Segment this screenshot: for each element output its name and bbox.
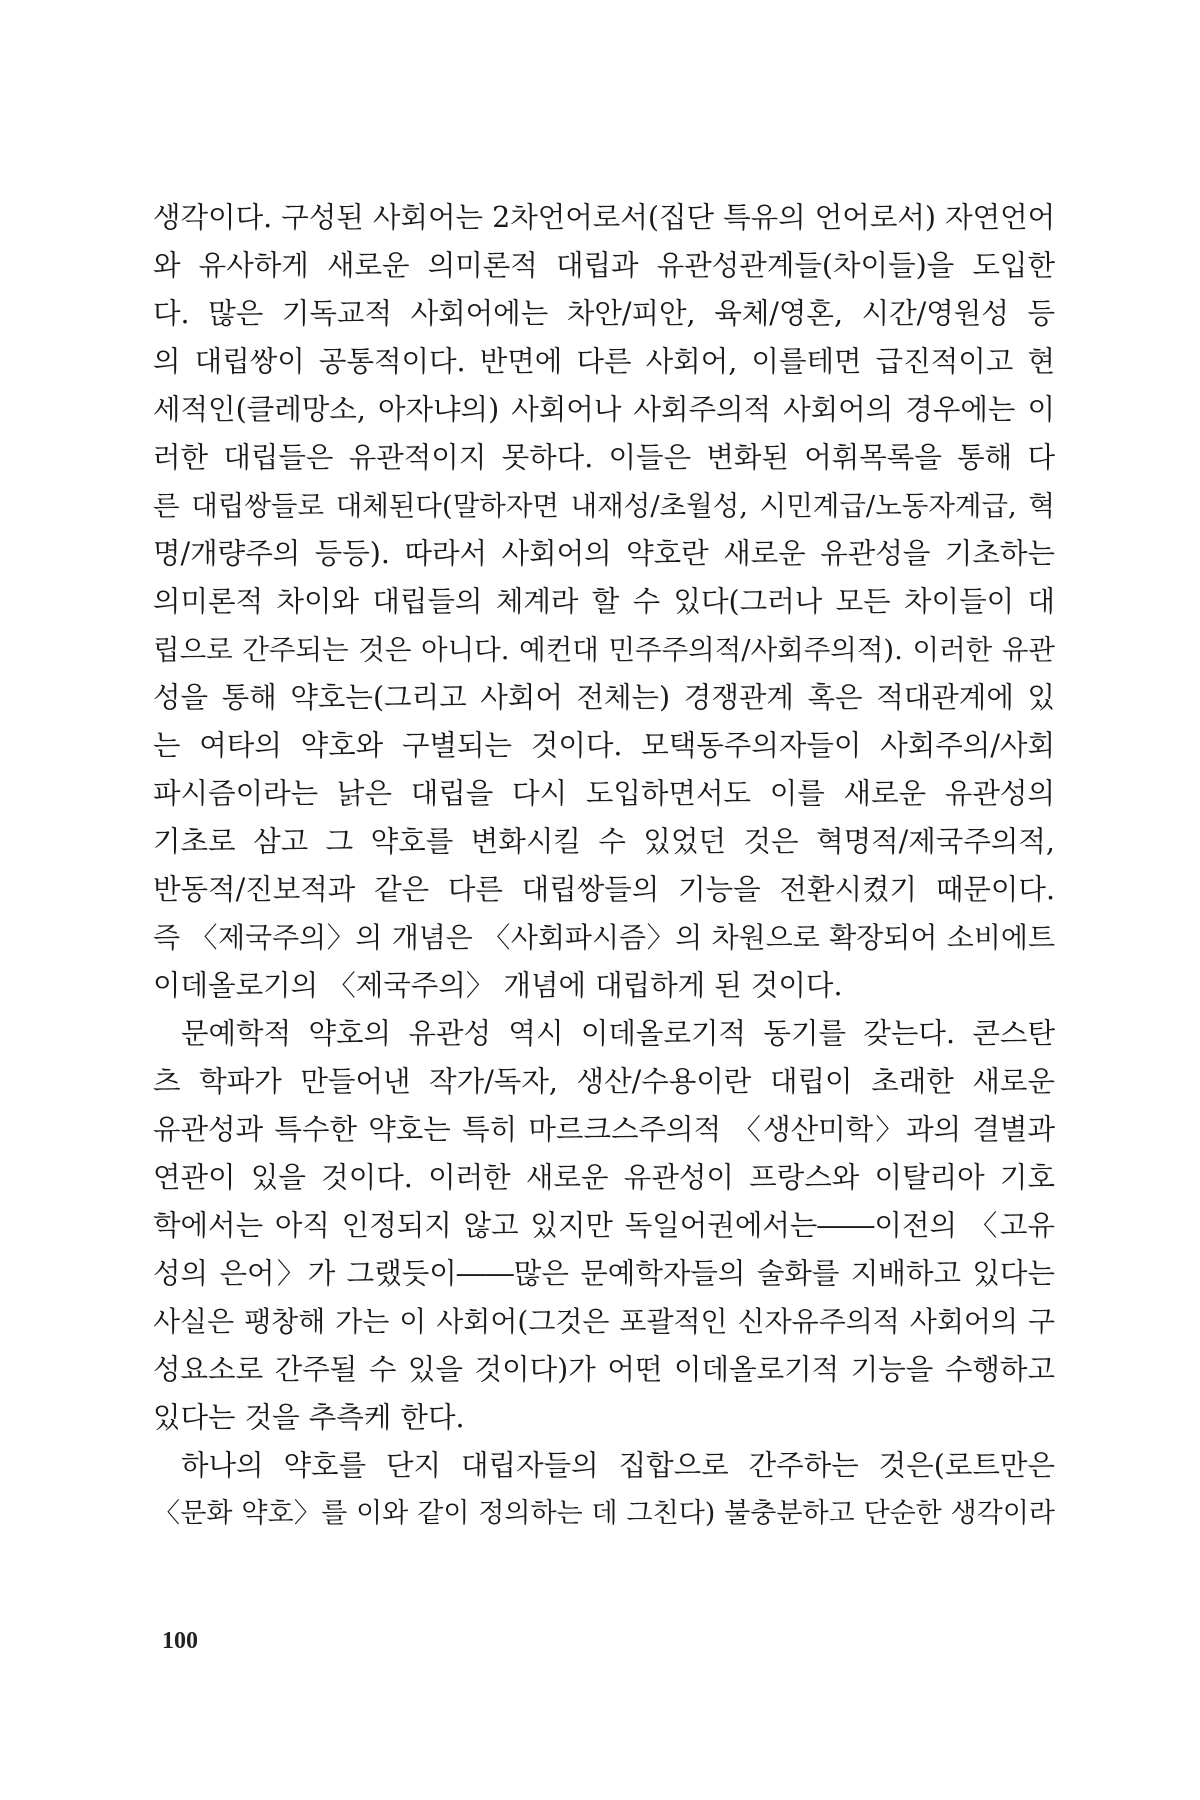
text-line: 하나의 약호를 단지 대립자들의 집합으로 간주하는 것은(로트만은 — [181, 1449, 1055, 1482]
text-line: 는 여타의 약호와 구별되는 것이다. 모택동주의자들이 사회주의/사회 — [153, 729, 1055, 762]
page-number: 100 — [162, 1628, 198, 1654]
text-line: 기초로 삼고 그 약호를 변화시킬 수 있었던 것은 혁명적/제국주의적, — [153, 825, 1055, 858]
text-line: 립으로 간주되는 것은 아니다. 예컨대 민주주의적/사회주의적). 이러한 유관 — [153, 634, 1055, 666]
text-line: 연관이 있을 것이다. 이러한 새로운 유관성이 프랑스와 이탈리아 기호 — [153, 1161, 1055, 1194]
text-line: 와 유사하게 새로운 의미론적 대립과 유관성관계들(차이들)을 도입한 — [153, 249, 1055, 282]
text-line: 사실은 팽창해 가는 이 사회어(그것은 포괄적인 신자유주의적 사회어의 구 — [153, 1305, 1055, 1338]
text-line: 파시즘이라는 낡은 대립을 다시 도입하면서도 이를 새로운 유관성의 — [153, 777, 1055, 810]
text-line: 다. 많은 기독교적 사회어에는 차안/피안, 육체/영혼, 시간/영원성 등 — [153, 297, 1055, 330]
text-line: 성요소로 간주될 수 있을 것이다)가 어떤 이데올로기적 기능을 수행하고 — [153, 1353, 1055, 1386]
text-line: 성을 통해 약호는(그리고 사회어 전체는) 경쟁관계 혹은 적대관계에 있 — [153, 681, 1055, 714]
text-line: 학에서는 아직 인정되지 않고 있지만 독일어권에서는――이전의 〈고유 — [153, 1209, 1055, 1242]
text-line: 러한 대립들은 유관적이지 못하다. 이들은 변화된 어휘목록을 통해 다 — [153, 441, 1055, 474]
text-line: 츠 학파가 만들어낸 작가/독자, 생산/수용이란 대립이 초래한 새로운 — [153, 1065, 1055, 1098]
text-line: 세적인(클레망소, 아자냐의) 사회어나 사회주의적 사회어의 경우에는 이 — [153, 393, 1055, 426]
text-line: 있다는 것을 추측케 한다. — [153, 1401, 465, 1434]
text-line: 이데올로기의 〈제국주의〉 개념에 대립하게 된 것이다. — [153, 969, 843, 1002]
text-line: 즉 〈제국주의〉의 개념은 〈사회파시즘〉의 차원으로 확장되어 소비에트 — [153, 921, 1055, 954]
text-line: 성의 은어〉가 그랬듯이――많은 문예학자들의 술화를 지배하고 있다는 — [153, 1257, 1055, 1290]
text-line: 문예학적 약호의 유관성 역시 이데올로기적 동기를 갖는다. 콘스탄 — [181, 1017, 1055, 1050]
text-line: 의미론적 차이와 대립들의 체계라 할 수 있다(그러나 모든 차이들이 대 — [153, 585, 1055, 618]
text-line: 명/개량주의 등등). 따라서 사회어의 약호란 새로운 유관성을 기초하는 — [153, 537, 1055, 570]
text-line: 른 대립쌍들로 대체된다(말하자면 내재성/초월성, 시민계급/노동자계급, 혁 — [153, 490, 1055, 522]
text-line: 의 대립쌍이 공통적이다. 반면에 다른 사회어, 이를테면 급진적이고 현 — [153, 345, 1055, 378]
text-line: 〈문화 약호〉를 이와 같이 정의하는 데 그친다) 불충분하고 단순한 생각이라 — [153, 1498, 1055, 1529]
body-text — [153, 194, 1055, 1538]
text-line: 유관성과 특수한 약호는 특히 마르크스주의적 〈생산미학〉과의 결별과 — [153, 1113, 1055, 1146]
text-line: 생각이다. 구성된 사회어는 2차언어로서(집단 특유의 언어로서) 자연언어 — [153, 201, 1056, 234]
text-line: 반동적/진보적과 같은 다른 대립쌍들의 기능을 전환시켰기 때문이다. — [153, 873, 1055, 906]
